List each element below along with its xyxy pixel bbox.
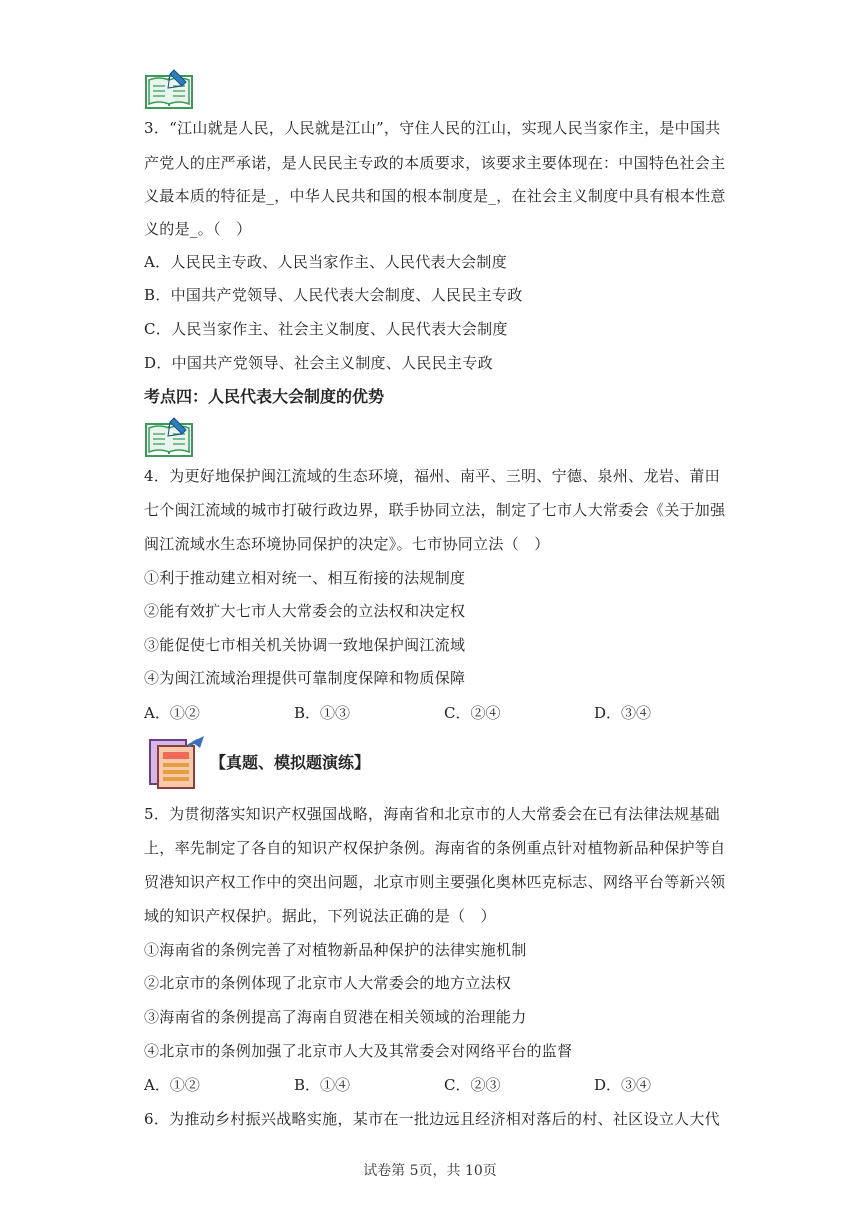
- page-footer: 试卷第 5页，共 10页: [363, 1163, 497, 1179]
- q4-line-1: 4．为更好地保护闽江流域的生态环境，福州、南平、三明、宁德、泉州、龙岩、莆田: [144, 467, 720, 485]
- q5-line-4: 域的知识产权保护。据此，下列说法正确的是（ ）: [144, 907, 496, 925]
- q3-line-3: 义最本质的特征是_，中华人民共和国的根本制度是_，在社会主义制度中具有根本性意: [144, 187, 726, 205]
- q5-line-2: 上，率先制定了各自的知识产权保护条例。海南省的条例重点针对植物新品种保护等自: [144, 839, 726, 857]
- q3-line-4: 义的是_。（ ）: [144, 220, 252, 238]
- q4-choice-c[interactable]: C．②④: [444, 704, 501, 722]
- q4-statement-2: ②能有效扩大七市人大常委会的立法权和决定权: [144, 602, 466, 620]
- q3-option-c[interactable]: C．人民当家作主、社会主义制度、人民代表大会制度: [144, 320, 508, 338]
- q4-statement-4: ④为闽江流域治理提供可靠制度保障和物质保障: [144, 669, 466, 687]
- exercise-doc-icon: [148, 734, 208, 790]
- q6-line-1: 6．为推动乡村振兴战略实施，某市在一批边远且经济相对落后的村、社区设立人大代: [144, 1110, 720, 1128]
- q4-line-3: 闽江流域水生态环境协同保护的决定》。七市协同立法（ ）: [144, 535, 550, 553]
- q4-statement-1: ①利于推动建立相对统一、相互衔接的法规制度: [144, 569, 466, 587]
- q5-line-3: 贸港知识产权工作中的突出问题，北京市则主要强化奥林匹克标志、网络平台等新兴领: [144, 873, 726, 891]
- q3-line-2: 产党人的庄严承诺，是人民民主专政的本质要求，该要求主要体现在：中国特色社会主: [144, 154, 726, 172]
- q5-statement-1: ①海南省的条例完善了对植物新品种保护的法律实施机制: [144, 941, 527, 959]
- q5-choice-c[interactable]: C．②③: [444, 1076, 501, 1094]
- q4-statement-3: ③能促使七市相关机关协调一致地保护闽江流域: [144, 636, 466, 654]
- book-pencil-icon: [144, 414, 194, 458]
- q4-choice-a[interactable]: A．①②: [144, 704, 200, 722]
- q3-option-b[interactable]: B．中国共产党领导、人民代表大会制度、人民民主专政: [144, 286, 523, 304]
- q4-choice-d[interactable]: D．③④: [594, 704, 652, 722]
- q3-option-a[interactable]: A．人民民主专政、人民当家作主、人民代表大会制度: [144, 253, 508, 271]
- section-heading-exercise: 【真题、模拟题演练】: [210, 753, 371, 772]
- q5-choice-a[interactable]: A．①②: [144, 1076, 200, 1094]
- section-heading-4: 考点四：人民代表大会制度的优势: [144, 387, 385, 406]
- q4-choice-b[interactable]: B．①③: [294, 704, 351, 722]
- q3-option-d[interactable]: D．中国共产党领导、社会主义制度、人民民主专政: [144, 354, 493, 372]
- book-pencil-icon: [144, 66, 194, 110]
- q3-line-1: 3．“江山就是人民，人民就是江山”，守住人民的江山，实现人民当家作主，是中国共: [144, 119, 721, 137]
- q5-statement-3: ③海南省的条例提高了海南自贸港在相关领域的治理能力: [144, 1008, 527, 1026]
- q5-choice-d[interactable]: D．③④: [594, 1076, 652, 1094]
- q5-choice-b[interactable]: B．①④: [294, 1076, 351, 1094]
- q5-line-1: 5．为贯彻落实知识产权强国战略，海南省和北京市的人大常委会在已有法律法规基础: [144, 805, 720, 823]
- q5-statement-4: ④北京市的条例加强了北京市人大及其常委会对网络平台的监督: [144, 1042, 573, 1060]
- q4-line-2: 七个闽江流域的城市打破行政边界，联手协同立法，制定了七市人大常委会《关于加强: [144, 501, 726, 519]
- q5-statement-2: ②北京市的条例体现了北京市人大常委会的地方立法权: [144, 974, 512, 992]
